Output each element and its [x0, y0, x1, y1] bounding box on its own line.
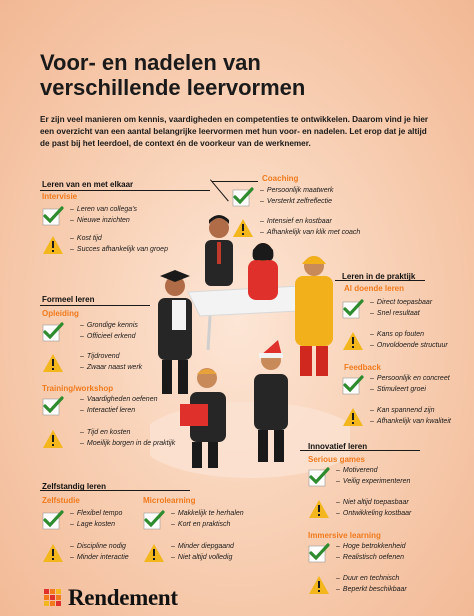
check-icon	[342, 375, 364, 395]
subsection-title-al-doende: Al doende leren	[344, 284, 405, 293]
warning-icon	[42, 429, 64, 449]
pro-item: – Officieel erkend	[80, 332, 138, 343]
pro-item: – Motiverend	[336, 466, 410, 477]
warning-icon	[143, 543, 165, 563]
subsection-title-immersive: Immersive learning	[308, 531, 381, 540]
pro-item: – Versterkt zelfreflectie	[260, 197, 333, 208]
pro-item: – Vaardigheden oefenen	[80, 395, 158, 406]
pros-training	[42, 395, 158, 416]
cons-intervisie	[42, 234, 168, 255]
pro-item: – Hoge betrokkenheid	[336, 542, 406, 553]
con-item: – Niet altijd toepasbaar	[336, 498, 411, 509]
check-icon	[42, 206, 64, 226]
con-item: – Beperkt beschikbaar	[336, 585, 407, 596]
warning-icon	[342, 407, 364, 427]
con-item: – Afhankelijk van klik met coach	[260, 228, 360, 239]
check-icon	[42, 396, 64, 416]
learning-people-illustration	[150, 200, 350, 480]
con-item: – Duur en technisch	[336, 574, 407, 585]
cons-microlearning	[143, 542, 234, 563]
pros-feedback	[342, 374, 450, 395]
con-item: – Onvoldoende structuur	[370, 341, 448, 352]
intro-text: Er zijn veel manieren om kennis, vaardigheden en competenties te ontwikkelen. Daarom vind je hier een overzicht van een aantal belangrijke leervormen met hun voor- en nadelen. Let erop dat je altijd de past bij het leerdoel, de context én de voorkeur van de werknemer.	[40, 115, 429, 148]
logo-text: Rendement	[68, 585, 178, 610]
cons-training	[42, 428, 175, 449]
pro-item: – Kort en praktisch	[171, 520, 244, 531]
subsection-title-coaching: Coaching	[262, 174, 299, 183]
subsection-title-feedback: Feedback	[344, 363, 381, 372]
section-title-samen: Leren van en met elkaar	[42, 180, 134, 189]
subsection-title-intervisie: Intervisie	[42, 192, 78, 201]
rendement-logo	[44, 585, 178, 611]
warning-icon	[42, 543, 64, 563]
con-item: – Tijdrovend	[80, 352, 142, 363]
cons-al-doende	[342, 330, 448, 351]
con-item: – Minder diepgaand	[171, 542, 234, 553]
con-item: – Kan spannend zijn	[370, 406, 451, 417]
pro-item: – Makkelijk te herhalen	[171, 509, 244, 520]
warning-icon	[42, 235, 64, 255]
warning-icon	[308, 499, 330, 519]
subsection-title-microlearning: Microlearning	[143, 496, 196, 505]
cons-serious-games	[308, 498, 411, 519]
logo-grid-icon	[44, 589, 62, 607]
subsection-title-serious-games: Serious games	[308, 455, 365, 464]
warning-icon	[308, 575, 330, 595]
pro-item: – Leren van collega's	[70, 205, 137, 216]
check-icon	[308, 467, 330, 487]
pro-item: – Persoonlijk en concreet	[370, 374, 450, 385]
section-title-praktijk: Leren in de praktijk	[342, 272, 416, 281]
con-item: – Zwaar naast werk	[80, 363, 142, 374]
pro-item: – Flexibel tempo	[70, 509, 122, 520]
check-icon	[42, 322, 64, 342]
pro-item: – Grondige kennis	[80, 321, 138, 332]
con-item: – Minder interactie	[70, 553, 129, 564]
pros-serious-games	[308, 466, 410, 487]
con-item: – Intensief en kostbaar	[260, 217, 360, 228]
pros-immersive	[308, 542, 406, 563]
con-item: – Kans op fouten	[370, 330, 448, 341]
subsection-title-opleiding: Opleiding	[42, 309, 79, 318]
con-item: – Tijd en kosten	[80, 428, 175, 439]
pro-item: – Snel resultaat	[370, 309, 432, 320]
cons-immersive	[308, 574, 407, 595]
con-item: – Moeilijk borgen in de praktijk	[80, 439, 175, 450]
pros-al-doende	[342, 298, 432, 319]
page-title-line-2: verschillende leervormen	[40, 75, 306, 100]
check-icon	[342, 299, 364, 319]
page-title-line-1: Voor- en nadelen van	[40, 50, 261, 75]
pros-intervisie	[42, 205, 137, 226]
pros-microlearning	[143, 509, 244, 530]
warning-icon	[42, 353, 64, 373]
pro-item: – Direct toepasbaar	[370, 298, 432, 309]
check-icon	[42, 510, 64, 530]
pro-item: – Realistisch oefenen	[336, 553, 406, 564]
con-item: – Discipline nodig	[70, 542, 129, 553]
pro-item: – Persoonlijk maatwerk	[260, 186, 333, 197]
connector-line	[210, 179, 229, 201]
warning-icon	[342, 331, 364, 351]
section-title-innovatief: Innovatief leren	[308, 442, 368, 451]
connector-line	[212, 181, 258, 182]
connector-line	[40, 305, 150, 306]
con-item: – Succes afhankelijk van groep	[70, 245, 168, 256]
cons-feedback	[342, 406, 451, 427]
pros-coaching	[232, 186, 333, 207]
pro-item: – Stimuleert groei	[370, 385, 450, 396]
section-title-zelfstandig: Zelfstandig leren	[42, 482, 107, 491]
con-item: – Kost tijd	[70, 234, 168, 245]
cons-zelfstudie	[42, 542, 129, 563]
pros-zelfstudie	[42, 509, 122, 530]
pros-opleiding	[42, 321, 138, 342]
check-icon	[232, 187, 254, 207]
con-item: – Ontwikkeling kostbaar	[336, 509, 411, 520]
page-title	[40, 50, 440, 100]
subsection-title-zelfstudie: Zelfstudie	[42, 496, 80, 505]
subsection-title-training: Training/workshop	[42, 384, 114, 393]
pro-item: – Interactief leren	[80, 406, 158, 417]
pro-item: – Nieuwe inzichten	[70, 216, 137, 227]
pro-item: – Veilig experimenteren	[336, 477, 410, 488]
section-title-formeel: Formeel leren	[42, 295, 95, 304]
check-icon	[143, 510, 165, 530]
connector-line	[40, 190, 210, 191]
con-item: – Afhankelijk van kwaliteit	[370, 417, 451, 428]
cons-opleiding	[42, 352, 142, 373]
warning-icon	[232, 218, 254, 238]
cons-coaching	[232, 217, 360, 238]
pro-item: – Lage kosten	[70, 520, 122, 531]
check-icon	[308, 543, 330, 563]
con-item: – Niet altijd volledig	[171, 553, 234, 564]
